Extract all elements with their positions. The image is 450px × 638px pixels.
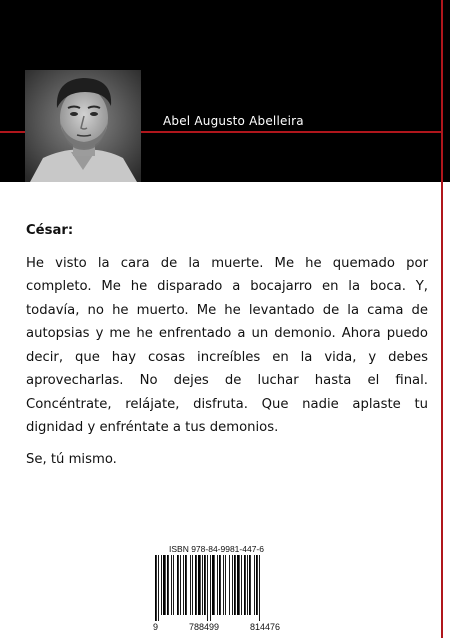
barcode-bar bbox=[173, 555, 174, 615]
author-name: Abel Augusto Abelleira bbox=[163, 114, 304, 128]
barcode-bar bbox=[256, 555, 258, 615]
barcode-bar bbox=[161, 555, 162, 615]
barcode-bar bbox=[202, 555, 203, 615]
spine-dark-strip bbox=[443, 0, 450, 182]
barcode-bar bbox=[229, 555, 230, 615]
barcode-bar bbox=[254, 555, 255, 615]
barcode-digits-right: 814476 bbox=[249, 622, 280, 632]
blurb-body: He visto la cara de la muerte. Me he quemado por completo. Me he disparado a bocajarro en la boca. Y, todavía, no he muerto. Me he levantado de la cama de autopsias y me he enfrentado a un demonio. Ahora puedo decir, que hay cosas increíbles en la vida, y debes aprovecharlas. No dejes de luchar hasta el final. Concéntrate, relájate, disfruta. Que nadie aplaste tu dignidad y enfréntate a tus demonios. bbox=[26, 255, 428, 435]
barcode-bar bbox=[158, 555, 159, 621]
barcode-bar bbox=[185, 555, 187, 615]
barcode-bar bbox=[219, 555, 221, 615]
barcode-bar bbox=[223, 555, 224, 615]
barcode-bar bbox=[192, 555, 193, 615]
barcode-bar bbox=[249, 555, 251, 615]
barcode-bar bbox=[180, 555, 181, 615]
barcode-bar bbox=[247, 555, 248, 615]
barcode-bar bbox=[171, 555, 172, 615]
barcode-bar bbox=[244, 555, 246, 615]
back-cover-blurb bbox=[26, 219, 428, 471]
barcode-bar bbox=[204, 555, 206, 615]
barcode-bar bbox=[183, 555, 184, 615]
author-portrait-image bbox=[25, 70, 141, 182]
barcode-bar bbox=[217, 555, 218, 615]
author-photo bbox=[25, 70, 141, 182]
barcode-bar bbox=[198, 555, 201, 615]
barcode-bar bbox=[167, 555, 169, 615]
barcode-bar bbox=[225, 555, 226, 615]
barcode-digit-first: 9 bbox=[153, 622, 159, 632]
spine-red-line bbox=[441, 0, 443, 638]
barcode-bar bbox=[207, 555, 208, 621]
barcode-digits bbox=[149, 621, 284, 633]
barcode-bar bbox=[259, 555, 260, 621]
isbn-label: ISBN 978-84-9981-447-6 bbox=[169, 544, 264, 554]
barcode-bar bbox=[237, 555, 240, 615]
barcode-digits-left: 788499 bbox=[188, 622, 219, 632]
barcode-bar bbox=[210, 555, 211, 621]
barcode-bar bbox=[195, 555, 197, 615]
barcode-bars bbox=[149, 555, 284, 621]
barcode-bar bbox=[232, 555, 233, 615]
barcode-bar bbox=[212, 555, 215, 615]
barcode-bar bbox=[234, 555, 236, 615]
barcode-bar bbox=[163, 555, 166, 615]
blurb-closing: Se, tú mismo. bbox=[26, 451, 117, 467]
barcode-bar bbox=[155, 555, 157, 621]
barcode-bar bbox=[190, 555, 191, 615]
barcode-bar bbox=[241, 555, 242, 615]
blurb-heading: César: bbox=[26, 223, 74, 238]
barcode-bar bbox=[177, 555, 179, 615]
